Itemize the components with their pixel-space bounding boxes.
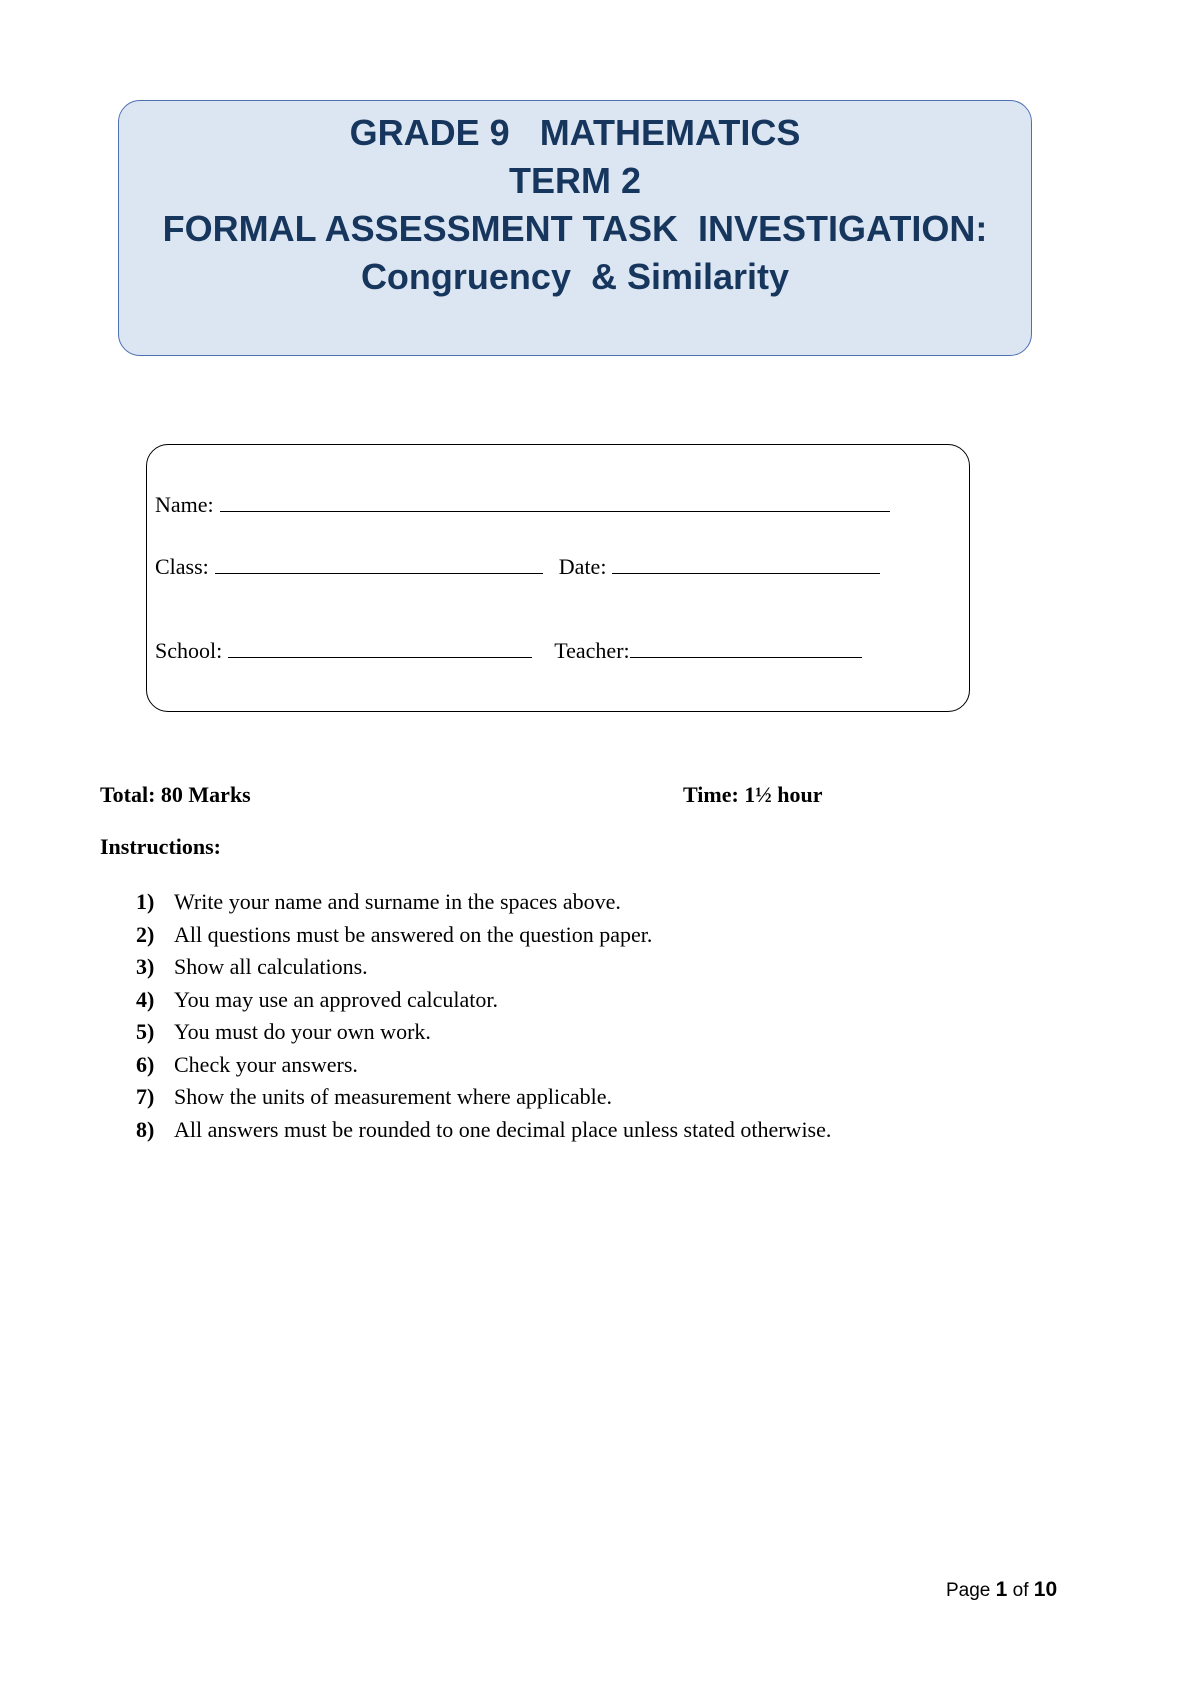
item-number: 3) <box>136 954 155 979</box>
item-number: 1) <box>136 889 155 914</box>
school-label: School: <box>155 638 223 663</box>
school-teacher-row <box>155 635 862 664</box>
list-item <box>136 1049 831 1082</box>
item-number: 4) <box>136 986 155 1012</box>
item-text: Check your answers. <box>174 1051 358 1077</box>
item-text: You may use an approved calculator. <box>174 986 499 1012</box>
total-marks: Total: 80 Marks <box>100 782 251 807</box>
list-item <box>136 1081 831 1114</box>
item-number: 2) <box>136 921 155 947</box>
time-allowed: Time: 1½ hour <box>683 782 823 807</box>
school-field[interactable] <box>228 635 532 658</box>
title-topic: Congruency & Similarity <box>360 256 790 297</box>
item-text: Show all calculations. <box>174 954 368 979</box>
item-text: You must do your own work. <box>174 1019 431 1044</box>
date-field[interactable] <box>612 551 880 574</box>
item-number: 5) <box>136 1019 155 1044</box>
page-number-footer <box>946 1578 1057 1602</box>
item-number: 6) <box>136 1051 155 1077</box>
instructions-list <box>136 886 831 1146</box>
item-text: Show the units of measurement where applicable. <box>174 1084 613 1109</box>
item-text: All questions must be answered on the question paper. <box>174 921 653 947</box>
of-word: of <box>1012 1580 1029 1601</box>
list-item <box>136 886 831 919</box>
list-item <box>136 919 831 952</box>
title-term: TERM 2 <box>508 160 641 201</box>
instructions-heading: Instructions: <box>100 834 222 859</box>
list-item <box>136 951 831 984</box>
item-text: Write your name and surname in the spaces above. <box>174 889 621 914</box>
class-label: Class: <box>155 554 209 579</box>
current-page-number: 1 <box>995 1578 1008 1601</box>
list-item <box>136 1016 831 1049</box>
teacher-field[interactable] <box>630 635 862 658</box>
list-item <box>136 984 831 1017</box>
total-page-count: 10 <box>1033 1578 1058 1601</box>
title-task: FORMAL ASSESSMENT TASK INVESTIGATION: <box>162 208 988 249</box>
class-field[interactable] <box>215 551 543 574</box>
page-word: Page <box>946 1580 991 1601</box>
name-label: Name: <box>155 492 214 517</box>
item-text: All answers must be rounded to one decimal place unless stated otherwise. <box>174 1116 832 1142</box>
teacher-label: Teacher: <box>554 638 630 663</box>
list-item <box>136 1114 831 1147</box>
class-date-row <box>155 551 880 580</box>
item-number: 8) <box>136 1116 155 1142</box>
name-row <box>155 489 890 518</box>
item-number: 7) <box>136 1084 155 1109</box>
title-box <box>118 100 1032 356</box>
date-label: Date: <box>558 554 607 579</box>
name-field[interactable] <box>220 489 890 512</box>
learner-details-box <box>146 444 970 712</box>
title-grade-subject: GRADE 9 MATHEMATICS <box>349 112 801 153</box>
